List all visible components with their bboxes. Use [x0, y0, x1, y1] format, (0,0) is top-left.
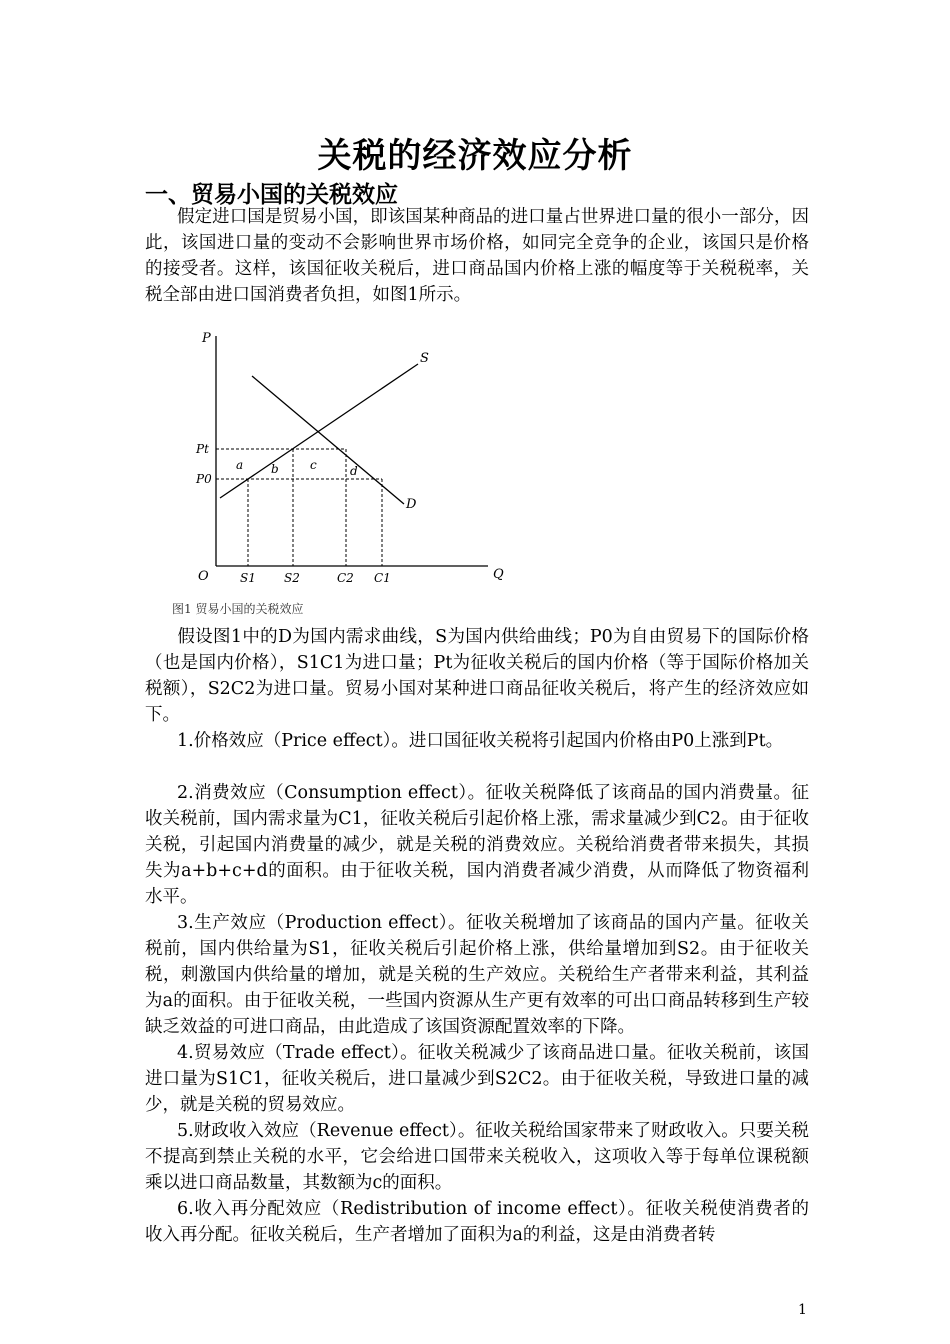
item-consumption-effect	[145, 780, 809, 910]
item-price-effect-text: 1.价格效应（Price effect）。进口国征收关税将引起国内价格由P0上涨到Pt。	[177, 731, 784, 751]
demand-label: D	[406, 497, 417, 512]
document-title: 关税的经济效应分析	[317, 136, 633, 176]
item-redistribution-effect-text: 6.收入再分配效应（Redistribution of income effect）。征收关税使消费者的收入再分配。征收关税后，生产者增加了面积为a的利益，这是由消费者转	[145, 1199, 809, 1245]
area-d-label: d	[350, 464, 358, 478]
origin-label: O	[198, 569, 209, 584]
q-axis-label: Q	[493, 567, 504, 582]
item-redistribution-effect	[145, 1196, 809, 1248]
section-heading: 一、贸易小国的关税效应	[145, 182, 398, 208]
item-production-effect	[145, 910, 809, 1040]
s2-label: S2	[284, 571, 300, 585]
figure-caption: 图1 贸易小国的关税效应	[172, 602, 304, 616]
item-price-effect	[145, 728, 809, 754]
supply-curve	[220, 364, 418, 498]
paragraph-intro	[145, 204, 809, 308]
demand-curve	[252, 376, 404, 504]
area-c-label: c	[310, 458, 317, 472]
item-consumption-effect-text: 2.消费效应（Consumption effect）。征收关税降低了该商品的国内消费量。征收关税前，国内需求量为C1，征收关税后引起价格上涨，需求量减少到C2。由于征收关税，引起国内消费量的减少，就是关税的消费效应。关税给消费者带来损失，其损失为a+b+c+d的面积。由于征收关税，国内消费者减少消费，从而降低了物资福利水平。	[145, 783, 809, 907]
supply-demand-diagram	[190, 322, 520, 592]
c2-label: C2	[337, 571, 354, 585]
paragraph-assume	[145, 624, 809, 728]
item-production-effect-text: 3.生产效应（Production effect）。征收关税增加了该商品的国内产量。征收关税前，国内供给量为S1，征收关税后引起价格上涨，供给量增加到S2。由于征收关税，刺激国内供给量的增加，就是关税的生产效应。关税给生产者带来利益，其利益为a的面积。由于征收关税，一些国内资源从生产更有效率的可出口商品转移到生产较缺乏效益的可进口商品，由此造成了该国资源配置效率的下降。	[145, 913, 809, 1037]
page-number: 1	[798, 1302, 807, 1318]
paragraph-intro-text: 假定进口国是贸易小国，即该国某种商品的进口量占世界进口量的很小一部分，因此，该国进口量的变动不会影响世界市场价格，如同完全竞争的企业，该国只是价格的接受者。这样，该国征收关税后，进口商品国内价格上涨的幅度等于关税税率，关税全部由进口国消费者负担，如图1所示。	[145, 207, 809, 305]
area-b-label: b	[271, 462, 279, 476]
paragraph-assume-text: 假设图1中的D为国内需求曲线，S为国内供给曲线；P0为自由贸易下的国际价格（也是国内价格），S1C1为进口量；Pt为征收关税后的国内价格（等于国际价格加关税额），S2C2为进口量。贸易小国对某种进口商品征收关税后，将产生的经济效应如下。	[145, 627, 809, 725]
item-trade-effect	[145, 1040, 809, 1118]
supply-demand-figure	[190, 322, 520, 592]
item-revenue-effect	[145, 1118, 809, 1196]
item-revenue-effect-text: 5.财政收入效应（Revenue effect）。征收关税给国家带来了财政收入。只要关税不提高到禁止关税的水平，它会给进口国带来关税收入，这项收入等于每单位课税额乘以进口商品数量，其数额为c的面积。	[145, 1121, 809, 1193]
supply-label: S	[420, 351, 429, 366]
pt-label: Pt	[196, 442, 209, 456]
p-axis-label: P	[202, 331, 211, 346]
p0-label: P0	[196, 472, 212, 486]
s1-label: S1	[240, 571, 256, 585]
area-a-label: a	[236, 458, 244, 472]
item-trade-effect-text: 4.贸易效应（Trade effect）。征收关税减少了该商品进口量。征收关税前，该国进口量为S1C1，征收关税后，进口量减少到S2C2。由于征收关税，导致进口量的减少，就是关税的贸易效应。	[145, 1043, 809, 1115]
c1-label: C1	[374, 571, 391, 585]
